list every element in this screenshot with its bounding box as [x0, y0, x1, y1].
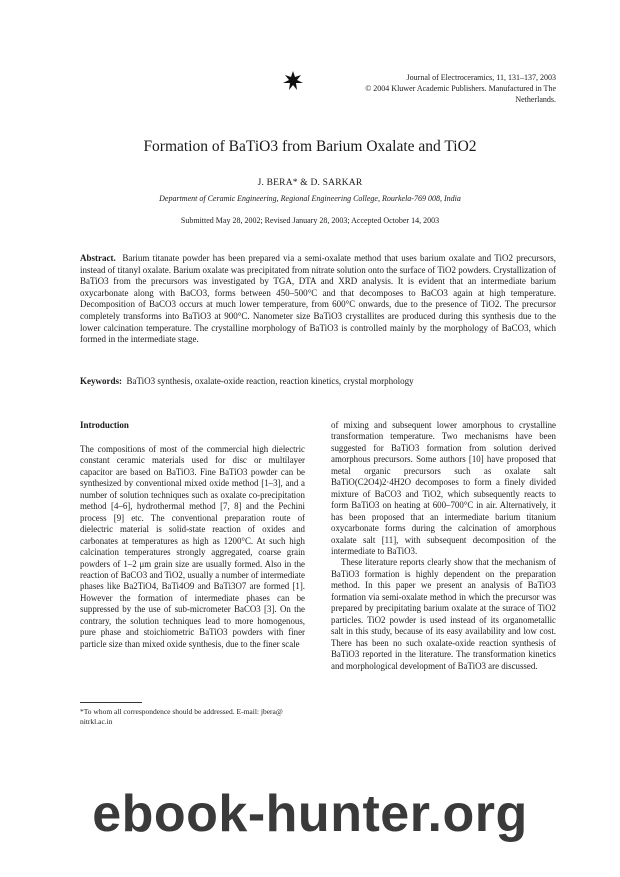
intro-paragraph-1: The compositions of most of the commercial high dielectric constant ceramic materials used for disc or multilayer capacitor are based on BaTiO3. Fine BaTiO3 powder can be synthesized by conventional mixed oxide method [1–3], and a number of solution techniques such as oxalate co-precipitation method [4–6], hydrothermal method [7, 8] and the Pechini process [9] etc. The conventional preparation route of dielectric material is solid-state reaction of oxides and carbonates at temperatures as high as 1200°C. At such high calcination temperatures strongly aggregated, coarse grain powders of 1–2 μm grain size are usually formed. Also in the reaction of BaCO3 and TiO2, usually a number of intermediate phases like Ba2TiO4, BaTi4O9 and BaTi3O7 are formed [1]. However the formation of intermediate phases can be suppressed by the use of sub-micrometer BaCO3 [3]. On the contrary, the solution techniques lead to more homogenous, pure phase and stoichiometric BaTiO3 powders with finer particle size than mixed oxide synthesis, due to the finer scale — [80, 444, 305, 649]
keywords-text: BaTiO3 synthesis, oxalate-oxide reaction, reaction kinetics, crystal morphology — [126, 376, 414, 386]
journal-info — [330, 72, 556, 105]
journal-copyright: © 2004 Kluwer Academic Publishers. Manufactured in The Netherlands. — [365, 84, 556, 104]
abstract-text: Barium titanate powder has been prepared via a semi-oxalate method that uses barium oxalate and TiO2 precursors, instead of titanyl oxalate. Barium oxalate was precipitated from nitrate solution onto the surface of TiO2 powders. Crystallization of BaTiO3 from the precursors was investigated by TGA, DTA and XRD analysis. It is evident that an intermediate barium oxycarbonate along with BaCO3, forms between 450–500°C and that decomposes to BaCO3 again at high temperature. Decomposition of BaCO3 occurs at much lower temperature, from 600°C onwards, due to the presence of TiO2. The precursor completely transforms into BaTiO3 at 900°C. Nanometer size BaTiO3 crystallites are produced during this synthesis due to the lower calcination temperature. The crystalline morphology of BaTiO3 is controlled mainly by the morphology of BaCO3, which formed in the intermediate stage. — [80, 253, 556, 345]
footnote-rule — [80, 702, 142, 703]
footnote: *To whom all correspondence should be addressed. E-mail: jbera@ nitrkl.ac.in — [80, 707, 283, 726]
watermark: ebook-hunter.org — [92, 785, 528, 843]
abstract-heading: Abstract. — [80, 253, 116, 263]
paper-affiliation: Department of Ceramic Engineering, Regional Engineering College, Rourkela-769 008, India — [159, 194, 461, 203]
column-right — [331, 420, 556, 672]
publisher-logo-icon — [282, 70, 304, 92]
column-left — [80, 444, 305, 650]
paper-title — [0, 138, 620, 156]
keywords — [80, 376, 556, 386]
section-heading-introduction: Introduction — [80, 420, 129, 430]
keywords-heading: Keywords: — [80, 376, 122, 386]
abstract — [80, 253, 556, 346]
intro-paragraph-3: These literature reports clearly show that the mechanism of BaTiO3 formation is highly dependent on the preparation method. In this paper we present an analysis of BaTiO3 formation via semi-oxalate method in which the precursor was prepared by precipitating barium oxalate at the surace of TiO2 particles. TiO2 powder is used instead of its organometallic salt in this study, because of its easy availability and low cost. There has been no such oxalate-oxide reaction synthesis of BaTiO3 reported in the literature. The transformation kinetics and morphological development of BaTiO3 are discussed. — [331, 557, 556, 671]
journal-citation: Journal of Electroceramics, 11, 131–137, 2003 — [406, 73, 556, 82]
submission-dates: Submitted May 28, 2002; Revised January 28, 2003; Accepted October 14, 2003 — [180, 216, 440, 225]
intro-paragraph-2: of mixing and subsequent lower amorphous to crystalline transformation temperature. Two mechanisms have been suggested for BaTiO3 formation from solution derived amorphous precursors. Some authors [10] have proposed that metal organic precursors such as oxalate salt BaTiO(C2O4)2·4H2O decomposes to form a finely divided mixture of BaCO3 and TiO2, which subsequently reacts to form BaTiO3 on heating at 600–700°C in air. Alternatively, it has been proposed that an intermediate barium titanium oxycarbonate forms during the calcination of amorphous oxalate salt [11], with subsequent decomposition of the intermediate to BaTiO3. — [331, 420, 556, 556]
paper-title-text: Formation of BaTiO3 from Barium Oxalate and TiO2 — [143, 138, 477, 155]
paper-authors: J. BERA* & D. SARKAR — [257, 178, 363, 188]
